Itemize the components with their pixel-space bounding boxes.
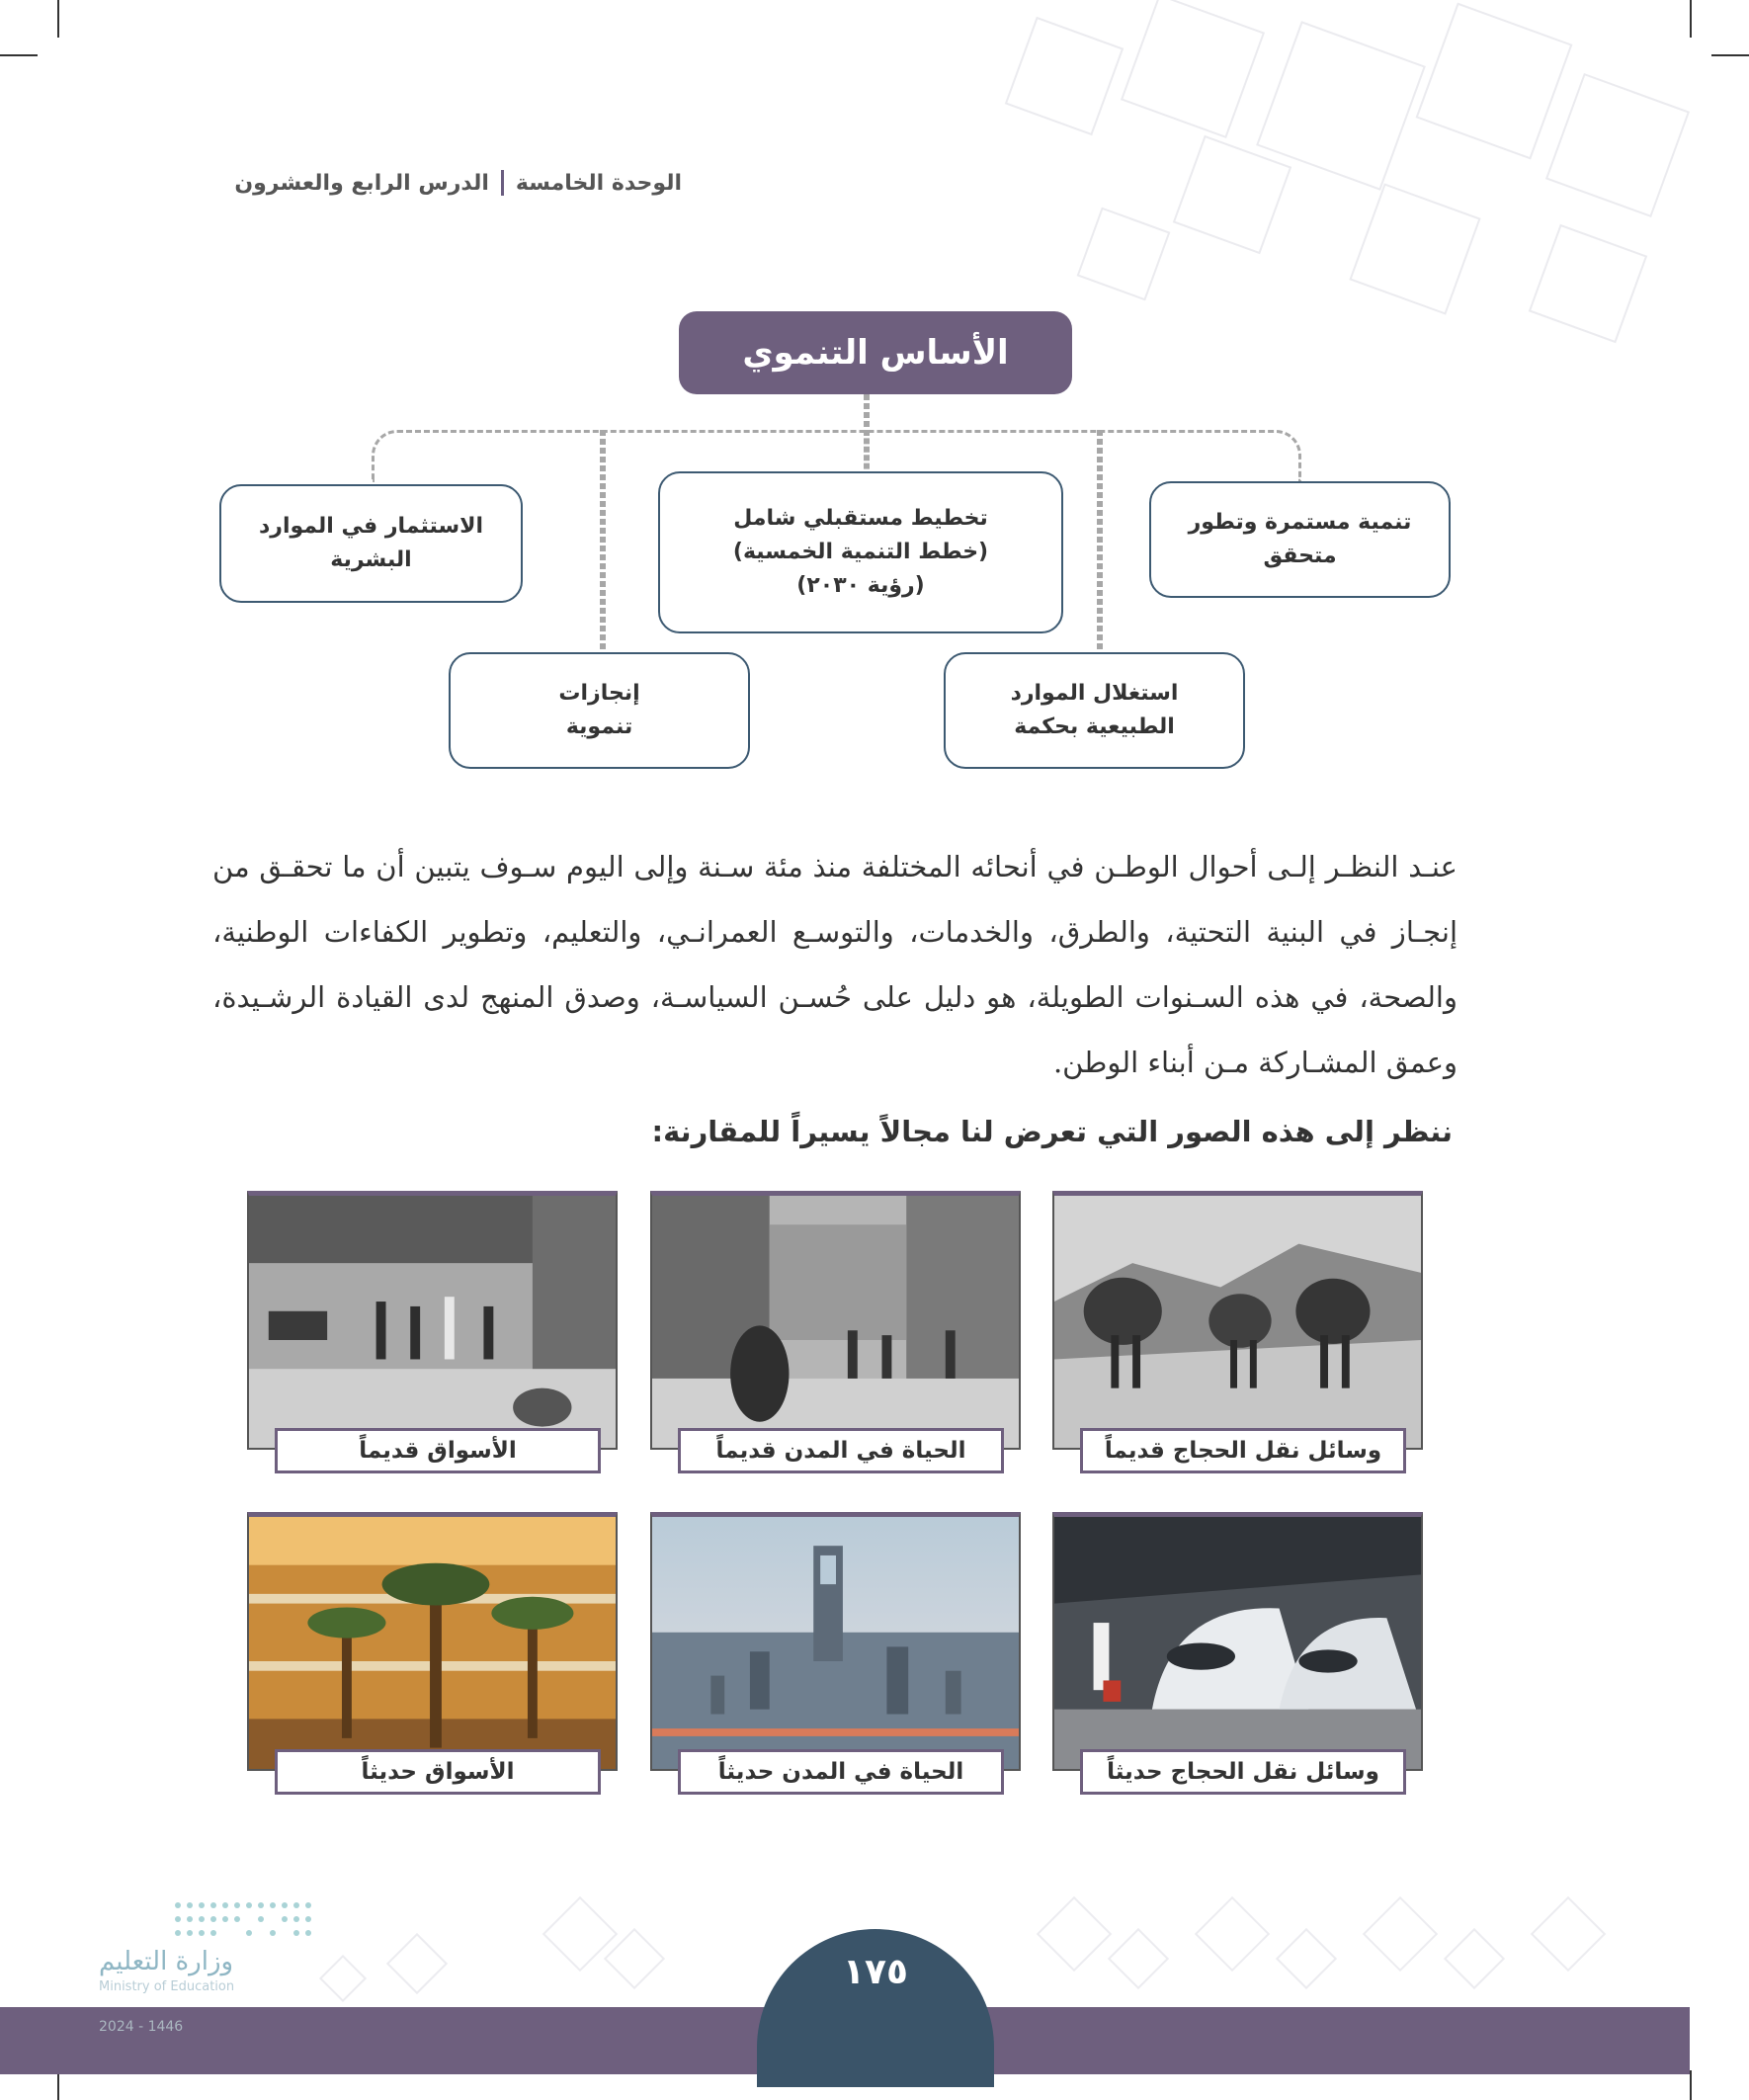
body-paragraph: عنـد النظـر إلـى أحوال الوطـن في أنحائه المختلفة منذ مئة سـنة وإلى اليوم سـوف يتبين أن ما تحقـق من إنجـاز في البنية التحتية، والطرق، والخدمات، والتوسـع العمرانـي، والتعليم، وتطوير الكفاءات الوطنية، والصحة، في هذه السـنوات الطويلة، هو دليل على حُسـن السياسـة، وصدق المنهج لدى القيادة الرشـيدة، وعمق المشـاركة مـن أبناء الوطن. — [212, 850, 1458, 1079]
running-header — [234, 170, 682, 196]
node-natural-resources — [944, 652, 1245, 769]
photo-markets-old — [247, 1191, 618, 1450]
node-future-planning — [658, 471, 1063, 633]
photo-card-pilgrims-old — [1052, 1191, 1423, 1487]
page-number: ١٧٥ — [843, 1952, 908, 1992]
caption-markets-new: الأسواق حديثاً — [275, 1749, 601, 1795]
photo-card-markets-old — [247, 1191, 618, 1487]
photo-city-old — [650, 1191, 1021, 1450]
node-line: تنمية مستمرة وتطور — [1188, 509, 1412, 535]
node-line: (خطط التنمية الخمسية) — [732, 539, 989, 564]
crop-mark — [1690, 0, 1692, 38]
ministry-name: وزارة التعليم — [99, 1947, 234, 1976]
caption-pilgrims-old: وسائل نقل الحجاج قديماً — [1080, 1428, 1406, 1473]
crop-mark — [1711, 54, 1749, 56]
node-continuous-development — [1149, 481, 1451, 598]
ministry-logo-icon — [168, 1895, 326, 1945]
node-line: الاستثمار في الموارد — [259, 513, 484, 539]
photo-pilgrims-new — [1052, 1512, 1423, 1771]
node-achievements — [449, 652, 750, 769]
caption-pilgrims-new: وسائل نقل الحجاج حديثاً — [1080, 1749, 1406, 1795]
diagram-root: الأساس التنموي — [679, 311, 1072, 394]
header-separator — [501, 170, 504, 196]
photo-pilgrims-old — [1052, 1191, 1423, 1450]
lesson-title: الدرس الرابع والعشرون — [234, 170, 489, 196]
photo-card-markets-new — [247, 1512, 618, 1808]
node-line: الطبيعية بحكمة — [1014, 714, 1175, 739]
photo-city-new — [650, 1512, 1021, 1771]
ministry-name-en: Ministry of Education — [99, 1979, 235, 1994]
node-line: تنموية — [565, 714, 633, 739]
comparison-lead: ننظر إلى هذه الصور التي تعرض لنا مجالاً يسيراً للمقارنة: — [651, 1115, 1453, 1148]
node-line: تخطيط مستقبلي شامل — [733, 505, 988, 531]
caption-markets-old: الأسواق قديماً — [275, 1428, 601, 1473]
unit-title: الوحدة الخامسة — [515, 170, 682, 196]
node-line: متحقق — [1263, 544, 1337, 568]
node-line: استغلال الموارد — [1010, 680, 1179, 706]
caption-city-old: الحياة في المدن قديماً — [678, 1428, 1004, 1473]
node-line: البشرية — [330, 547, 412, 572]
photo-card-city-new — [650, 1512, 1021, 1808]
edition-year: 2024 - 1446 — [99, 2019, 184, 2035]
crop-mark — [0, 54, 38, 56]
node-line: (رؤية ٢٠٣٠) — [796, 573, 925, 599]
photo-card-pilgrims-new — [1052, 1512, 1423, 1808]
node-line: إنجازات — [558, 680, 640, 706]
photo-card-city-old — [650, 1191, 1021, 1487]
caption-city-new: الحياة في المدن حديثاً — [678, 1749, 1004, 1795]
crop-mark — [57, 2070, 59, 2100]
photo-markets-new — [247, 1512, 618, 1771]
node-human-investment — [219, 484, 523, 603]
crop-mark — [1690, 2070, 1692, 2100]
crop-mark — [57, 0, 59, 38]
